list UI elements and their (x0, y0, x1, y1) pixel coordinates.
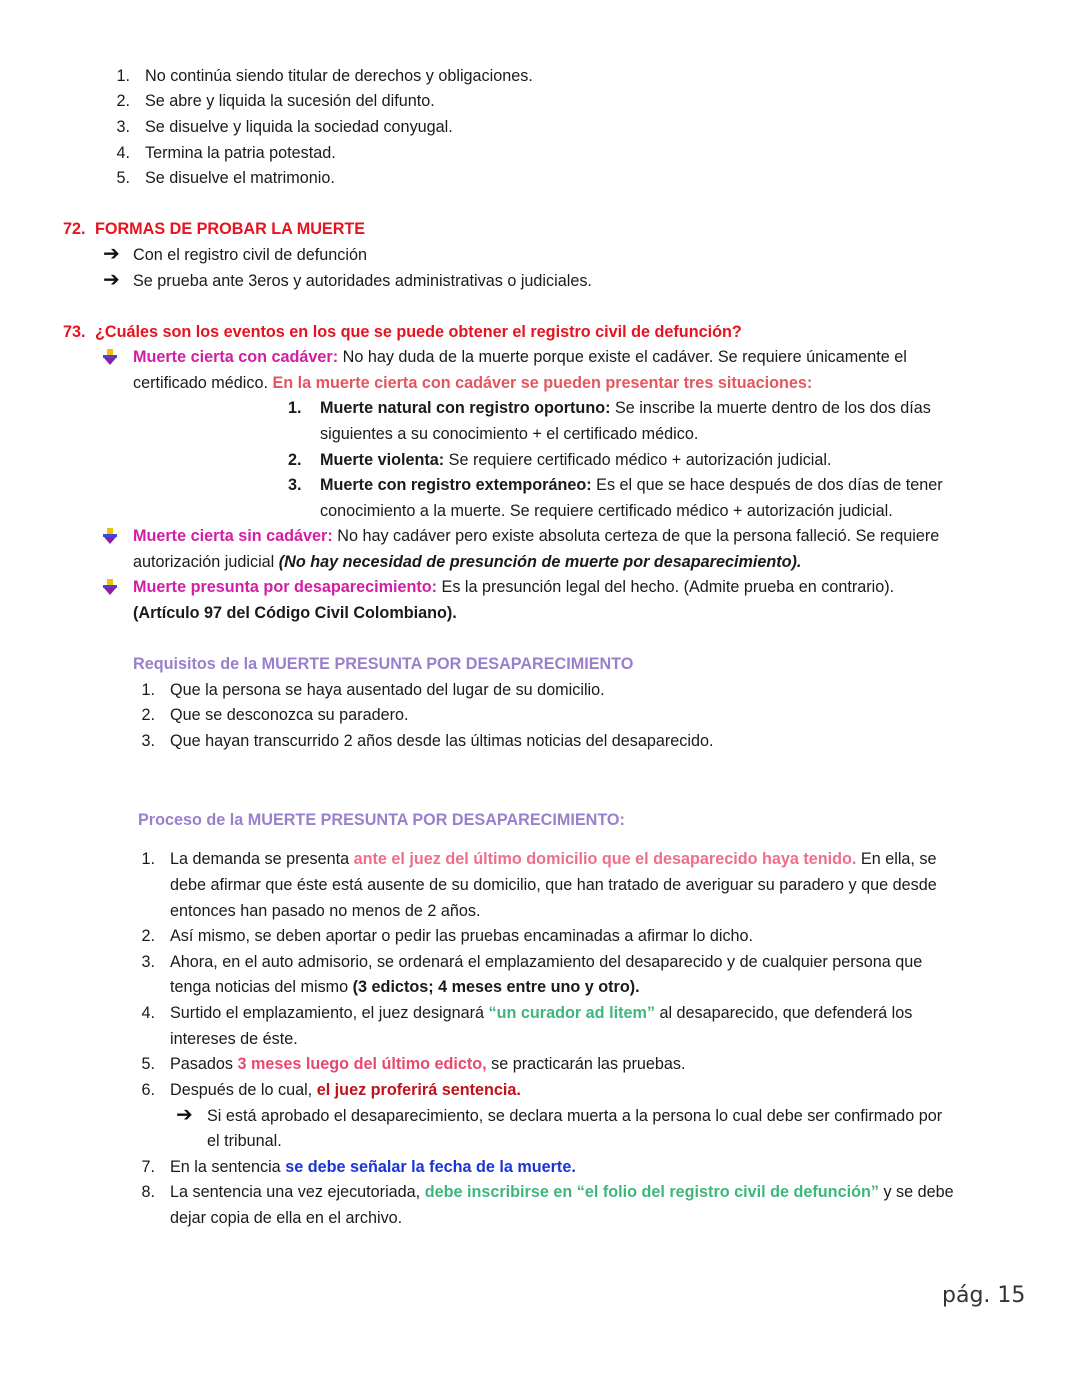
paragraph-text: No hay duda de la muerte porque existe el cadáver. Se requiere únicamente el (342, 348, 907, 366)
step-text: La demanda se presenta (170, 850, 350, 868)
list-number: 1. (141, 681, 155, 699)
term-label: Muerte presunta por desaparecimiento: (133, 578, 438, 596)
step-line (170, 951, 1016, 973)
step-text: Ahora, en el auto admisorio, se ordenará el emplazamiento del desaparecido y de cualquier persona que (170, 953, 923, 971)
paragraph-text: certificado médico. (133, 374, 268, 392)
arrow-right-icon: ➔ (103, 243, 120, 265)
step-text: se practicarán las pruebas. (491, 1055, 686, 1073)
list-number: 2. (141, 706, 155, 724)
list-number: 1. (116, 67, 130, 85)
step-text: entonces han pasado no menos de 2 años. (170, 902, 481, 920)
paragraph-line (133, 346, 1016, 368)
list-number: 4. (116, 144, 130, 162)
term-label: Muerte cierta con cadáver: (133, 348, 339, 366)
paragraph-line (133, 372, 812, 394)
step-text: al desaparecido, que defenderá los (659, 1004, 913, 1022)
paragraph-text: No hay cadáver pero existe absoluta certeza de que la persona falleció. Se requiere (337, 527, 940, 545)
step-line (170, 976, 640, 998)
list-number: 6. (141, 1081, 155, 1099)
list-number: 8. (141, 1183, 155, 1201)
step-line (207, 1105, 1016, 1127)
list-item: No continúa siendo titular de derechos y obligaciones. (145, 67, 533, 85)
highlight-text: debe inscribirse en “el folio del registro civil de defunción” (424, 1183, 879, 1201)
list-number: 3. (116, 118, 130, 136)
list-item: Que hayan transcurrido 2 años desde las últimas noticias del desaparecido. (170, 732, 714, 750)
step-line (170, 1156, 576, 1178)
emphasis-text: (No hay necesidad de presunción de muerte por desaparecimiento). (278, 553, 802, 571)
step-line (170, 1002, 1016, 1024)
section-title: ¿Cuáles son los eventos en los que se puede obtener el registro civil de defunción? (95, 323, 742, 341)
step-line (170, 848, 1016, 870)
step-line (170, 1181, 1016, 1203)
list-number: 1. (141, 850, 155, 868)
highlight-text: “un curador ad litem” (488, 1004, 655, 1022)
emphasis-text: (3 edictos; 4 meses entre uno y otro). (352, 978, 640, 996)
situation-label: Muerte natural con registro oportuno: (320, 399, 611, 417)
arrow-down-bullet-icon (101, 578, 119, 596)
section-number: 72. (63, 220, 86, 238)
highlight-text: 3 meses luego del último edicto, (237, 1055, 487, 1073)
paragraph-text: autorización judicial (133, 553, 275, 571)
list-item: Se disuelve el matrimonio. (145, 169, 335, 187)
step-text: intereses de éste. (170, 1030, 298, 1048)
step-text: y se debe (883, 1183, 954, 1201)
list-item: Se prueba ante 3eros y autoridades administrativas o judiciales. (133, 272, 592, 290)
list-number: 7. (141, 1158, 155, 1176)
situation-text: Se requiere certificado médico + autorización judicial. (448, 451, 832, 469)
arrow-right-icon: ➔ (103, 269, 120, 291)
list-item: Se disuelve y liquida la sociedad conyugal. (145, 118, 453, 136)
subsection-title: Proceso de la MUERTE PRESUNTA POR DESAPARECIMIENTO: (138, 811, 625, 829)
step-text: dejar copia de ella en el archivo. (170, 1209, 403, 1227)
highlight-text: ante el juez del último domicilio que el desaparecido haya tenido. (353, 850, 857, 868)
step-text: el tribunal. (207, 1132, 282, 1150)
step-text: La sentencia una vez ejecutoriada, (170, 1183, 421, 1201)
list-number: 1. (288, 399, 302, 417)
situation-line (320, 397, 1016, 419)
list-number: 2. (141, 927, 155, 945)
term-label: Muerte cierta sin cadáver: (133, 527, 333, 545)
paragraph-text: Es la presunción legal del hecho. (Admite prueba en contrario). (441, 578, 895, 596)
list-number: 3. (141, 953, 155, 971)
section-title: FORMAS DE PROBAR LA MUERTE (95, 220, 366, 238)
highlight-text: el juez proferirá sentencia. (316, 1081, 521, 1099)
highlight-text: En la muerte cierta con cadáver se pueden presentar tres situaciones: (272, 374, 813, 392)
list-item: Con el registro civil de defunción (133, 246, 367, 264)
list-number: 4. (141, 1004, 155, 1022)
arrow-down-bullet-icon (101, 527, 119, 545)
step-text: Así mismo, se deben aportar o pedir las pruebas encaminadas a afirmar lo dicho. (170, 927, 754, 945)
list-item: Que se desconozca su paradero. (170, 706, 409, 724)
situation-label: Muerte con registro extemporáneo: (320, 476, 592, 494)
list-number: 3. (141, 732, 155, 750)
step-line (170, 1053, 686, 1075)
page-number: pág. 15 (942, 1283, 1026, 1308)
situation-text: Es el que se hace después de dos días de tener (596, 476, 943, 494)
situation-line (320, 474, 1016, 496)
step-text: Surtido el emplazamiento, el juez designará (170, 1004, 485, 1022)
situation-text: conocimiento a la muerte. Se requiere certificado médico + autorización judicial. (320, 502, 893, 520)
step-line (170, 1079, 521, 1101)
paragraph-line (133, 525, 1016, 547)
list-item: Que la persona se haya ausentado del lugar de su domicilio. (170, 681, 605, 699)
step-text: En la sentencia (170, 1158, 281, 1176)
list-item: Termina la patria potestad. (145, 144, 336, 162)
article-reference: (Artículo 97 del Código Civil Colombiano). (133, 604, 457, 622)
step-text: Después de lo cual, (170, 1081, 313, 1099)
situation-label: Muerte violenta: (320, 451, 445, 469)
list-number: 5. (116, 169, 130, 187)
list-number: 2. (116, 92, 130, 110)
situation-text: siguientes a su conocimiento + el certificado médico. (320, 425, 699, 443)
paragraph-line (133, 576, 1016, 598)
situation-text: Se inscribe la muerte dentro de los dos días (614, 399, 931, 417)
step-text: Pasados (170, 1055, 233, 1073)
arrow-down-bullet-icon (101, 348, 119, 366)
step-text: En ella, se (860, 850, 937, 868)
list-item: Se abre y liquida la sucesión del difunto. (145, 92, 435, 110)
step-text: tenga noticias del mismo (170, 978, 349, 996)
subsection-title: Requisitos de la MUERTE PRESUNTA POR DESAPARECIMIENTO (133, 655, 634, 673)
list-number: 2. (288, 451, 302, 469)
step-text: debe afirmar que éste está ausente de su domicilio, que han tratado de averiguar su paradero y que desde (170, 876, 937, 894)
paragraph-line (133, 551, 801, 573)
list-number: 3. (288, 476, 302, 494)
highlight-text: se debe señalar la fecha de la muerte. (285, 1158, 576, 1176)
arrow-right-icon: ➔ (176, 1104, 193, 1126)
situation-line (320, 449, 832, 471)
section-number: 73. (63, 323, 86, 341)
step-line (170, 874, 1016, 896)
list-number: 5. (141, 1055, 155, 1073)
step-text: Si está aprobado el desaparecimiento, se declara muerta a la persona lo cual debe ser confirmado por (207, 1107, 943, 1125)
